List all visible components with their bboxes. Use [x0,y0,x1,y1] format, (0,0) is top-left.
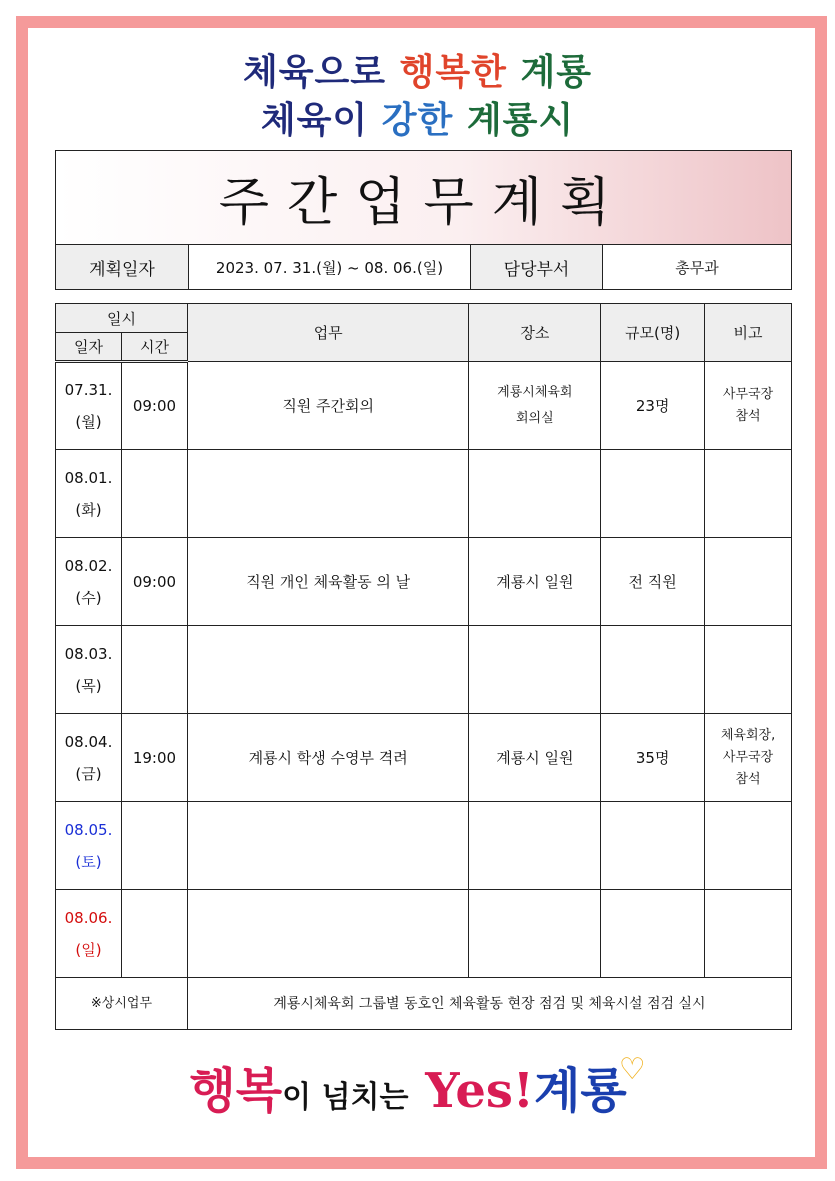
footer-word: 계룡 [533,1063,627,1119]
date-cell-saturday: 08.05. (토) [56,802,122,890]
task-cell: 직원 개인 체육활동 의 날 [187,538,469,626]
scale-cell: 35명 [601,714,705,802]
header-note: 비고 [705,304,792,362]
header-datetime: 일시 [56,304,188,333]
dept-label: 담당부서 [471,245,603,290]
scale-cell [601,802,705,890]
note-cell [705,538,792,626]
task-cell [187,626,469,714]
header-place: 장소 [469,304,601,362]
footer-word: Yes! [425,1063,534,1119]
standing-task-label: ※상시업무 [56,978,188,1030]
date-cell-sunday: 08.06. (일) [56,890,122,978]
place-cell: 계룡시 일원 [469,538,601,626]
scale-cell: 전 직원 [601,538,705,626]
table-row [56,802,792,890]
header-scale: 규모(명) [601,304,705,362]
place-cell: 계룡시체육회 회의실 [469,362,601,450]
standing-task-row [56,978,792,1030]
date-cell: 07.31. (월) [56,362,122,450]
table-row [56,626,792,714]
plan-info-table [55,244,792,290]
footer-word: 이 넘치는 [282,1080,409,1115]
slogan-word: 행복한 [399,52,507,93]
time-cell [121,802,187,890]
note-cell [705,450,792,538]
plan-date-label: 계획일자 [56,245,189,290]
footer-word: 행복 [189,1063,283,1119]
table-row [56,714,792,802]
time-cell: 09:00 [121,362,187,450]
slogan-line-1 [0,44,835,95]
place-cell [469,626,601,714]
table-row [56,538,792,626]
schedule-table [55,303,792,1030]
scale-cell: 23명 [601,362,705,450]
place-cell [469,450,601,538]
heart-icon: ♡ [618,1052,646,1087]
time-cell: 19:00 [121,714,187,802]
note-cell: 체육회장, 사무국장 참석 [705,714,792,802]
date-cell: 08.02. (수) [56,538,122,626]
time-cell [121,450,187,538]
note-cell [705,890,792,978]
plan-date-value: 2023. 07. 31.(월) ~ 08. 06.(일) [189,245,471,290]
page-title: 주간업무계획 [55,150,792,244]
slogan-line-2 [0,92,835,143]
place-cell [469,890,601,978]
task-cell [187,802,469,890]
task-cell: 계룡시 학생 수영부 격려 [187,714,469,802]
time-cell: 09:00 [121,538,187,626]
date-cell: 08.04. (금) [56,714,122,802]
task-cell: 직원 주간회의 [187,362,469,450]
table-row [56,890,792,978]
header-date: 일자 [56,333,122,362]
dept-value: 총무과 [603,245,792,290]
slogan-word: 체육으로 [242,52,387,93]
slogan-word: 체육이 [260,100,369,141]
place-cell: 계룡시 일원 [469,714,601,802]
task-cell [187,890,469,978]
table-row [56,450,792,538]
slogan-word: 계룡시 [466,100,575,141]
scale-cell [601,890,705,978]
date-cell: 08.03. (목) [56,626,122,714]
footer-slogan [0,1052,835,1121]
table-row [56,362,792,450]
task-cell [187,450,469,538]
note-cell: 사무국장 참석 [705,362,792,450]
note-cell [705,626,792,714]
header-task: 업무 [187,304,469,362]
header-time: 시간 [121,333,187,362]
time-cell [121,626,187,714]
place-cell [469,802,601,890]
scale-cell [601,626,705,714]
time-cell [121,890,187,978]
note-cell [705,802,792,890]
scale-cell [601,450,705,538]
slogan-word: 계룡 [520,52,593,93]
slogan-word: 강한 [381,100,454,141]
standing-task-value: 계룡시체육회 그룹별 동호인 체육활동 현장 점검 및 체육시설 점검 실시 [187,978,791,1030]
date-cell: 08.01. (화) [56,450,122,538]
